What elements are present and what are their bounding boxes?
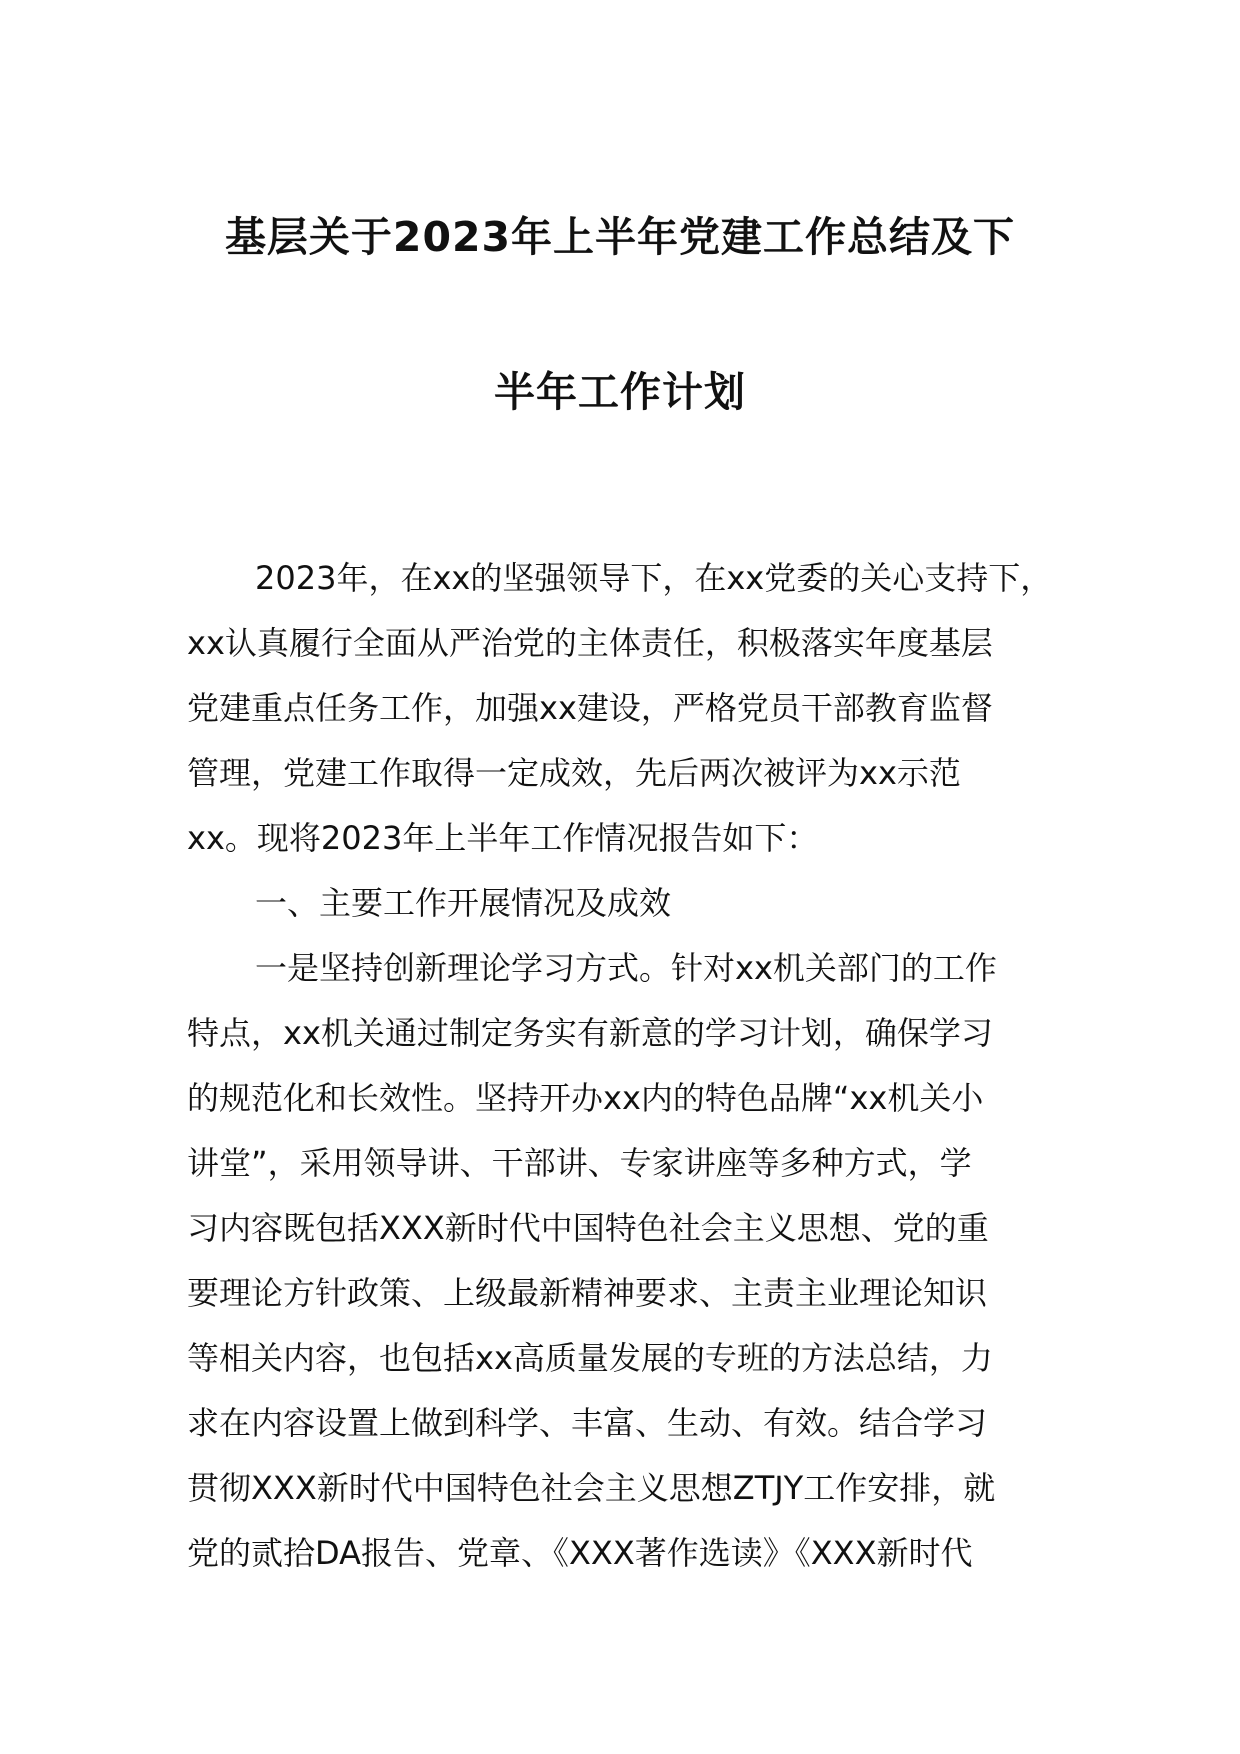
paragraph-intro-line: xx认真履行全面从严治党的主体责任，积极落实年度基层 <box>187 624 993 662</box>
paragraph-point-1-line: 求在内容设置上做到科学、丰富、生动、有效。结合学习 <box>187 1404 988 1442</box>
paragraph-intro-line: 2023年，在xx的坚强领导下，在xx党委的关心支持下， <box>255 559 1053 597</box>
paragraph-point-1-line: 讲堂”，采用领导讲、干部讲、专家讲座等多种方式，学 <box>187 1144 972 1182</box>
paragraph-intro-line: xx。现将2023年上半年工作情况报告如下： <box>187 819 819 857</box>
document-body <box>187 546 1077 1586</box>
section-heading-1: 一、主要工作开展情况及成效 <box>255 884 672 922</box>
paragraph-point-1-line: 特点，xx机关通过制定务实有新意的学习计划，确保学习 <box>187 1014 993 1052</box>
paragraph-intro-line: 管理，党建工作取得一定成效，先后两次被评为xx示范 <box>187 754 961 792</box>
paragraph-intro-line: 党建重点任务工作，加强xx建设，严格党员干部教育监督 <box>187 689 993 727</box>
paragraph-point-1-line: 要理论方针政策、上级最新精神要求、主责主业理论知识 <box>187 1274 988 1312</box>
paragraph-point-1-line: 党的贰拾DA报告、党章、《XXX著作选读》《XXX新时代 <box>187 1534 973 1572</box>
document-title-line-1: 基层关于2023年上半年党建工作总结及下 <box>224 213 1016 261</box>
paragraph-point-1-line: 习内容既包括XXX新时代中国特色社会主义思想、党的重 <box>187 1209 989 1247</box>
paragraph-point-1-line: 一是坚持创新理论学习方式。针对xx机关部门的工作 <box>255 949 997 987</box>
document-title-line-2: 半年工作计划 <box>494 368 746 416</box>
paragraph-point-1-line: 贯彻XXX新时代中国特色社会主义思想ZTJY工作安排，就 <box>187 1469 996 1507</box>
paragraph-point-1-line: 的规范化和长效性。坚持开办xx内的特色品牌“xx机关小 <box>187 1079 984 1117</box>
paragraph-point-1-line: 等相关内容，也包括xx高质量发展的专班的方法总结，力 <box>187 1339 993 1377</box>
